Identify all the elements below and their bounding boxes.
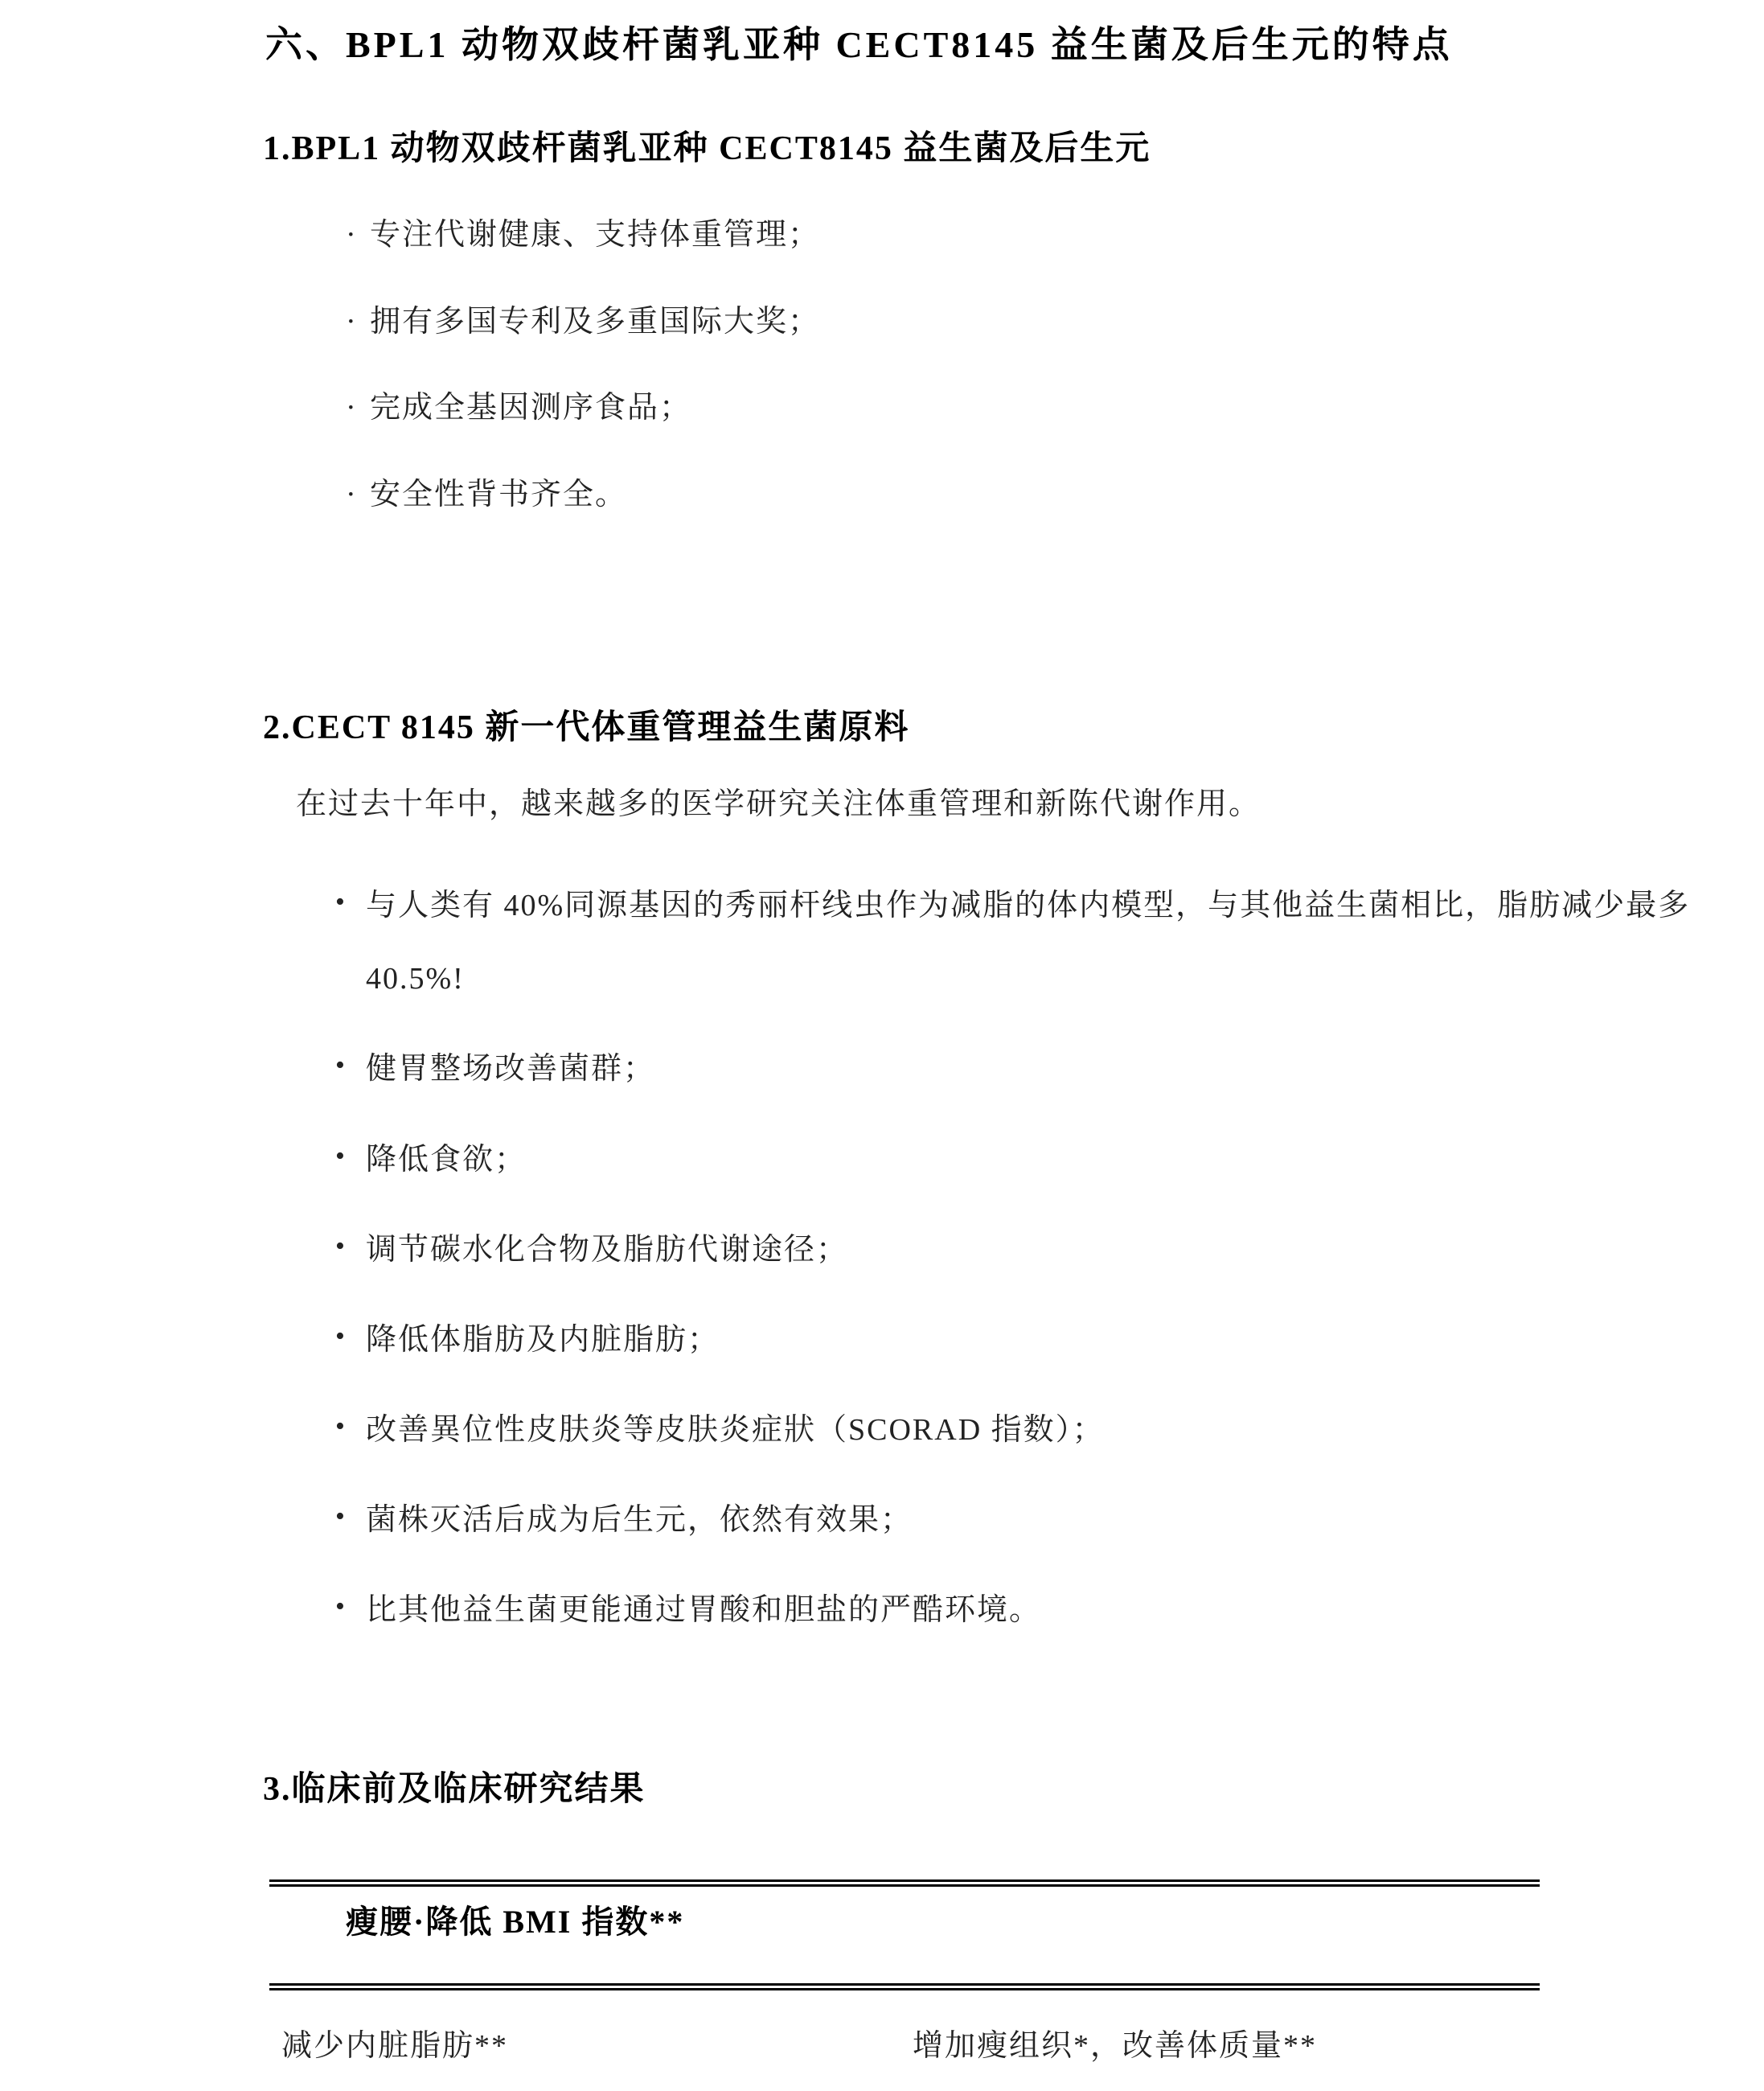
bullet-item: • 与人类有 40%同源基因的秀丽杆线虫作为减脂的体内模型，与其他益生菌相比，脂肪减少最多 40.5%! — [335, 869, 1702, 1016]
bullet-item: · 安全性背书齐全。 — [346, 475, 1764, 515]
bullet-item: • 降低食欲； — [335, 1124, 1702, 1197]
table-cell: 增加瘦组织*，改善体质量** — [913, 2029, 1318, 2064]
section-1-heading: 1.BPL1 动物双歧杆菌乳亚种 CECT8145 益生菌及后生元 — [263, 129, 1151, 167]
page-title: 六、BPL1 动物双歧杆菌乳亚种 CECT8145 益生菌及后生元的特点 — [265, 24, 1453, 65]
bullet-item: · 完成全基因测序食品； — [346, 388, 1764, 428]
table-header-cell: 瘦腰·降低 BMI 指数** — [346, 1904, 685, 1941]
bullet-item: • 降低体脂肪及内脏脂肪； — [335, 1304, 1702, 1377]
bullet-item: • 调节碳水化合物及脂肪代谢途径； — [335, 1214, 1702, 1287]
bullet-item: • 健胃整场改善菌群； — [335, 1033, 1702, 1106]
bullet-item: · 专注代谢健康、支持体重管理； — [346, 216, 1764, 255]
table-cell: 减少内脏脂肪** — [281, 2029, 509, 2064]
bullet-item: • 菌株灭活后成为后生元，依然有效果； — [335, 1484, 1702, 1557]
section-2-bullet-list — [0, 869, 1702, 1648]
section-3-heading: 3.临床前及临床研究结果 — [263, 1770, 646, 1808]
bullet-item: • 改善異位性皮肤炎等皮肤炎症狀（SCORAD 指数）； — [335, 1394, 1702, 1467]
results-table — [269, 1879, 1540, 2066]
bullet-item: • 比其他益生菌更能通过胃酸和胆盐的严酷环境。 — [335, 1574, 1702, 1647]
table-row — [269, 1990, 1540, 2066]
section-2-heading: 2.CECT 8145 新一代体重管理益生菌原料 — [263, 709, 910, 746]
section-2-intro: 在过去十年中，越来越多的医学研究关注体重管理和新陈代谢作用。 — [296, 787, 1261, 821]
table-header-row — [269, 1879, 1540, 1990]
bullet-item: · 拥有多国专利及多重国际大奖； — [346, 302, 1764, 342]
section-1-bullet-list — [0, 216, 1764, 515]
